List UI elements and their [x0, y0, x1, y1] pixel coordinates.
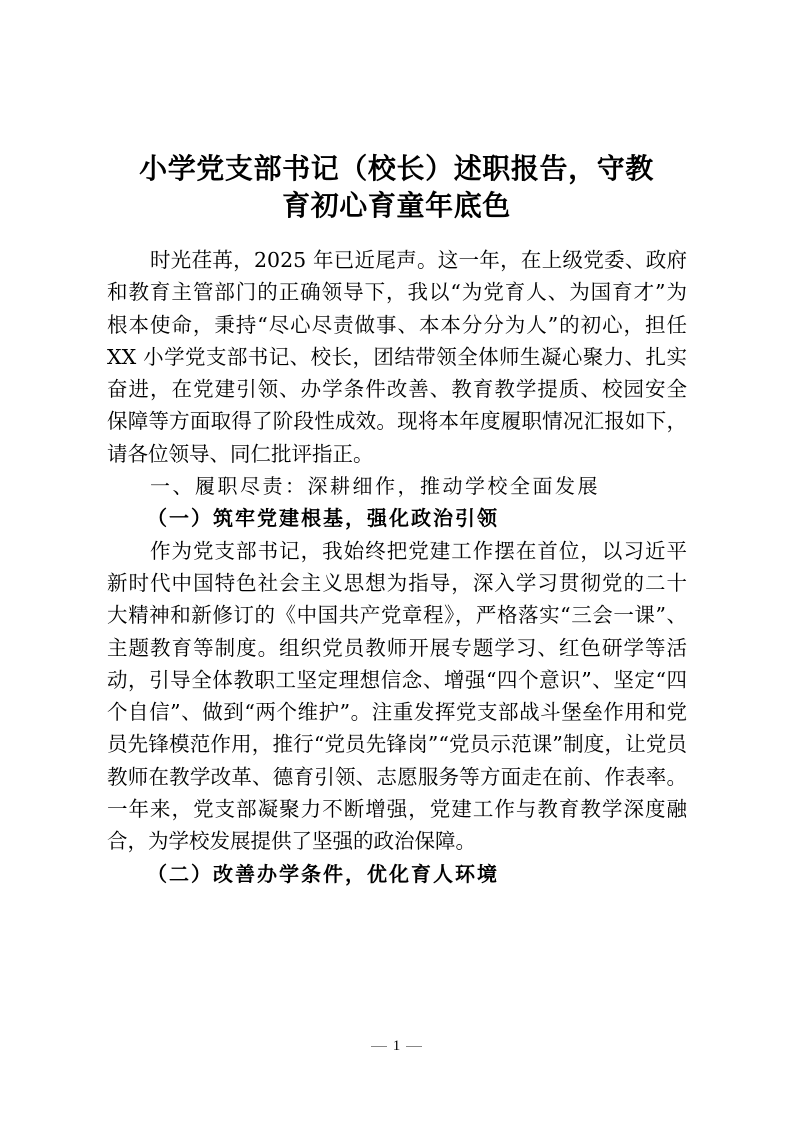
- intro-line: XX 小学党支部书记、校长，团结带领全体师生凝心聚力、扎实: [107, 344, 687, 369]
- paragraph-line: 作为党支部书记，我始终把党建工作摆在首位，以习近平: [150, 538, 687, 563]
- paragraph-line: 一年来，党支部凝聚力不断增强，党建工作与教育教学深度融: [107, 797, 687, 822]
- paragraph-line: 动，引导全体教职工坚定理想信念、增强“四个意识”、坚定“四: [107, 667, 687, 692]
- intro-line: 和教育主管部门的正确领导下，我以“为党育人、为国育才”为: [107, 280, 687, 305]
- intro-line: 时光荏苒，2025 年已近尾声。这一年，在上级党委、政府: [150, 248, 687, 272]
- paragraph-line: 新时代中国特色社会主义思想为指导，深入学习贯彻党的二十: [107, 570, 687, 595]
- document-body: [107, 244, 687, 890]
- paragraph-line: 合，为学校发展提供了坚强的政治保障。: [107, 829, 476, 854]
- paragraph-line: 主题教育等制度。组织党员教师开展专题学习、红色研学等活: [107, 635, 687, 660]
- section-heading-1: 一、履职尽责：深耕细作，推动学校全面发展: [150, 474, 600, 499]
- paragraph-line: 员先锋模范作用，推行“党员先锋岗”“党员示范课”制度，让党员: [107, 732, 687, 757]
- page-number: [0, 1038, 793, 1055]
- paragraph-line: 教师在教学改革、德育引领、志愿服务等方面走在前、作表率。: [107, 764, 687, 789]
- intro-line: 根本使命，秉持“尽心尽责做事、本本分分为人”的初心，担任: [107, 312, 687, 337]
- intro-line: 请各位领导、同仁批评指正。: [107, 441, 374, 466]
- paragraph-line: 大精神和新修订的《中国共产党章程》，严格落实“三会一课”、: [107, 603, 687, 628]
- dash-left: [371, 1046, 387, 1047]
- subsection-heading-2: （二）改善办学条件，优化育人环境: [147, 861, 499, 886]
- dash-right: [406, 1046, 422, 1047]
- title-line-2: 育初心育童年底色: [282, 189, 511, 222]
- title-line-1: 小学党支部书记（校长）述职报告，守教: [139, 152, 654, 185]
- subsection-heading-1: （一）筑牢党建根基，强化政治引领: [147, 506, 499, 531]
- intro-line: 奋进，在党建引领、办学条件改善、教育教学提质、校园安全: [107, 377, 687, 402]
- document-title: [100, 150, 693, 224]
- page-number-value: 1: [392, 1038, 401, 1054]
- paragraph-line: 个自信”、做到“两个维护”。注重发挥党支部战斗堡垒作用和党: [107, 700, 687, 725]
- intro-line: 保障等方面取得了阶段性成效。现将本年度履职情况汇报如下，: [107, 409, 687, 434]
